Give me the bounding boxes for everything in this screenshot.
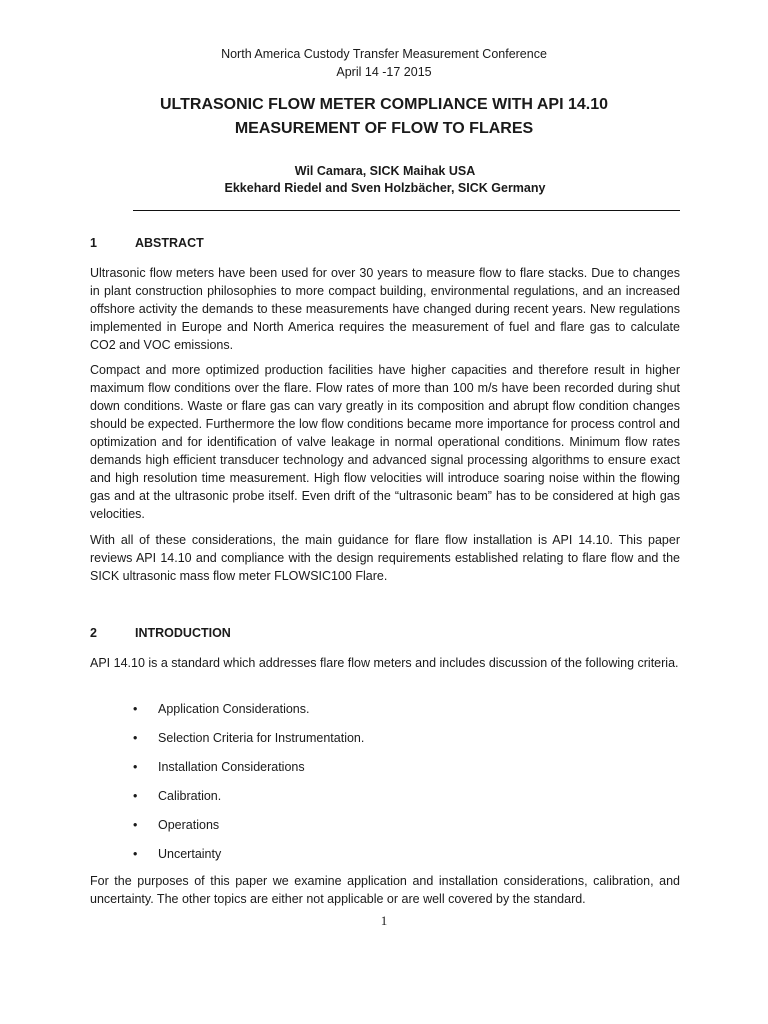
list-item-text: Calibration.: [158, 789, 222, 803]
list-item: [133, 758, 673, 787]
section-title: INTRODUCTION: [135, 626, 231, 640]
section-number: 1: [90, 236, 97, 250]
abstract-paragraph-3: With all of these considerations, the main guidance for flare flow installation is API 14.10. This paper reviews API 14.10 and compliance with the design requirements established relating to flare flow and the SICK ultrasonic mass flow meter FLOWSIC100 Flare.: [90, 533, 680, 583]
list-item-text: Installation Considerations: [158, 760, 305, 774]
section-number: 2: [90, 626, 97, 640]
introduction-closing-paragraph: For the purposes of this paper we examine application and installation considerations, calibration, and uncertainty. The other topics are either not applicable or are well covered by the standard.: [90, 874, 680, 906]
bullet-icon: •: [133, 818, 138, 832]
bullet-icon: •: [133, 789, 138, 803]
list-item-text: Application Considerations.: [158, 702, 310, 716]
title-divider: [133, 210, 680, 211]
author-line-1: Wil Camara, SICK Maihak USA: [294, 164, 476, 178]
criteria-list: [133, 700, 673, 874]
section-heading-introduction: [90, 624, 231, 642]
list-item: [133, 700, 673, 729]
section-title: ABSTRACT: [135, 236, 204, 250]
paper-title-line-1: ULTRASONIC FLOW METER COMPLIANCE WITH API 14.10: [159, 96, 608, 113]
conference-name: North America Custody Transfer Measurement Conference: [221, 47, 547, 61]
list-item: [133, 816, 673, 845]
list-item: [133, 787, 673, 816]
page-number: 1: [380, 913, 388, 928]
paper-title-line-2: MEASUREMENT OF FLOW TO FLARES: [234, 120, 534, 137]
bullet-icon: •: [133, 760, 138, 774]
introduction-paragraph: API 14.10 is a standard which addresses flare flow meters and includes discussion of the following criteria.: [90, 656, 679, 670]
list-item-text: Selection Criteria for Instrumentation.: [158, 731, 365, 745]
list-item-text: Operations: [158, 818, 220, 832]
abstract-paragraph-2: Compact and more optimized production facilities have higher capacities and therefore result in higher maximum flow conditions over the flare. Flow rates of more than 100 m/s have been recorded during shut down conditions. Waste or flare gas can vary greatly in its composition and abrupt flow condition changes should be expected. Furthermore the low flow conditions became more importance for process control and optimization and for identification of valve leakage in normal operational conditions. Minimum flow rates demands high efficient transducer technology and advanced signal processing algorithms to ensure exact and high resolution time measurement. High flow velocities will introduce soaring noise within the flowing gas and at the ultrasonic probe itself. Even drift of the “ultrasonic beam” has to be considered at high gas velocities.: [90, 363, 680, 521]
list-item: [133, 729, 673, 758]
list-item: [133, 845, 673, 874]
section-heading-abstract: [90, 234, 204, 252]
abstract-paragraph-1: Ultrasonic flow meters have been used for over 30 years to measure flow to flare stacks. Due to changes in plant construction philosophies to more compact building, environmental regulations, and an increased offshore activity the demands to these measurements have changed during recent years. New regulations implemented in Europe and North America requires the measurement of fuel and flare gas to calculate CO2 and VOC emissions.: [90, 266, 680, 352]
bullet-icon: •: [133, 847, 138, 861]
author-line-2: Ekkehard Riedel and Sven Holzbächer, SICK Germany: [224, 181, 546, 195]
list-item-text: Uncertainty: [158, 847, 222, 861]
bullet-icon: •: [133, 731, 138, 745]
conference-date: April 14 -17 2015: [336, 65, 432, 79]
bullet-icon: •: [133, 702, 138, 716]
